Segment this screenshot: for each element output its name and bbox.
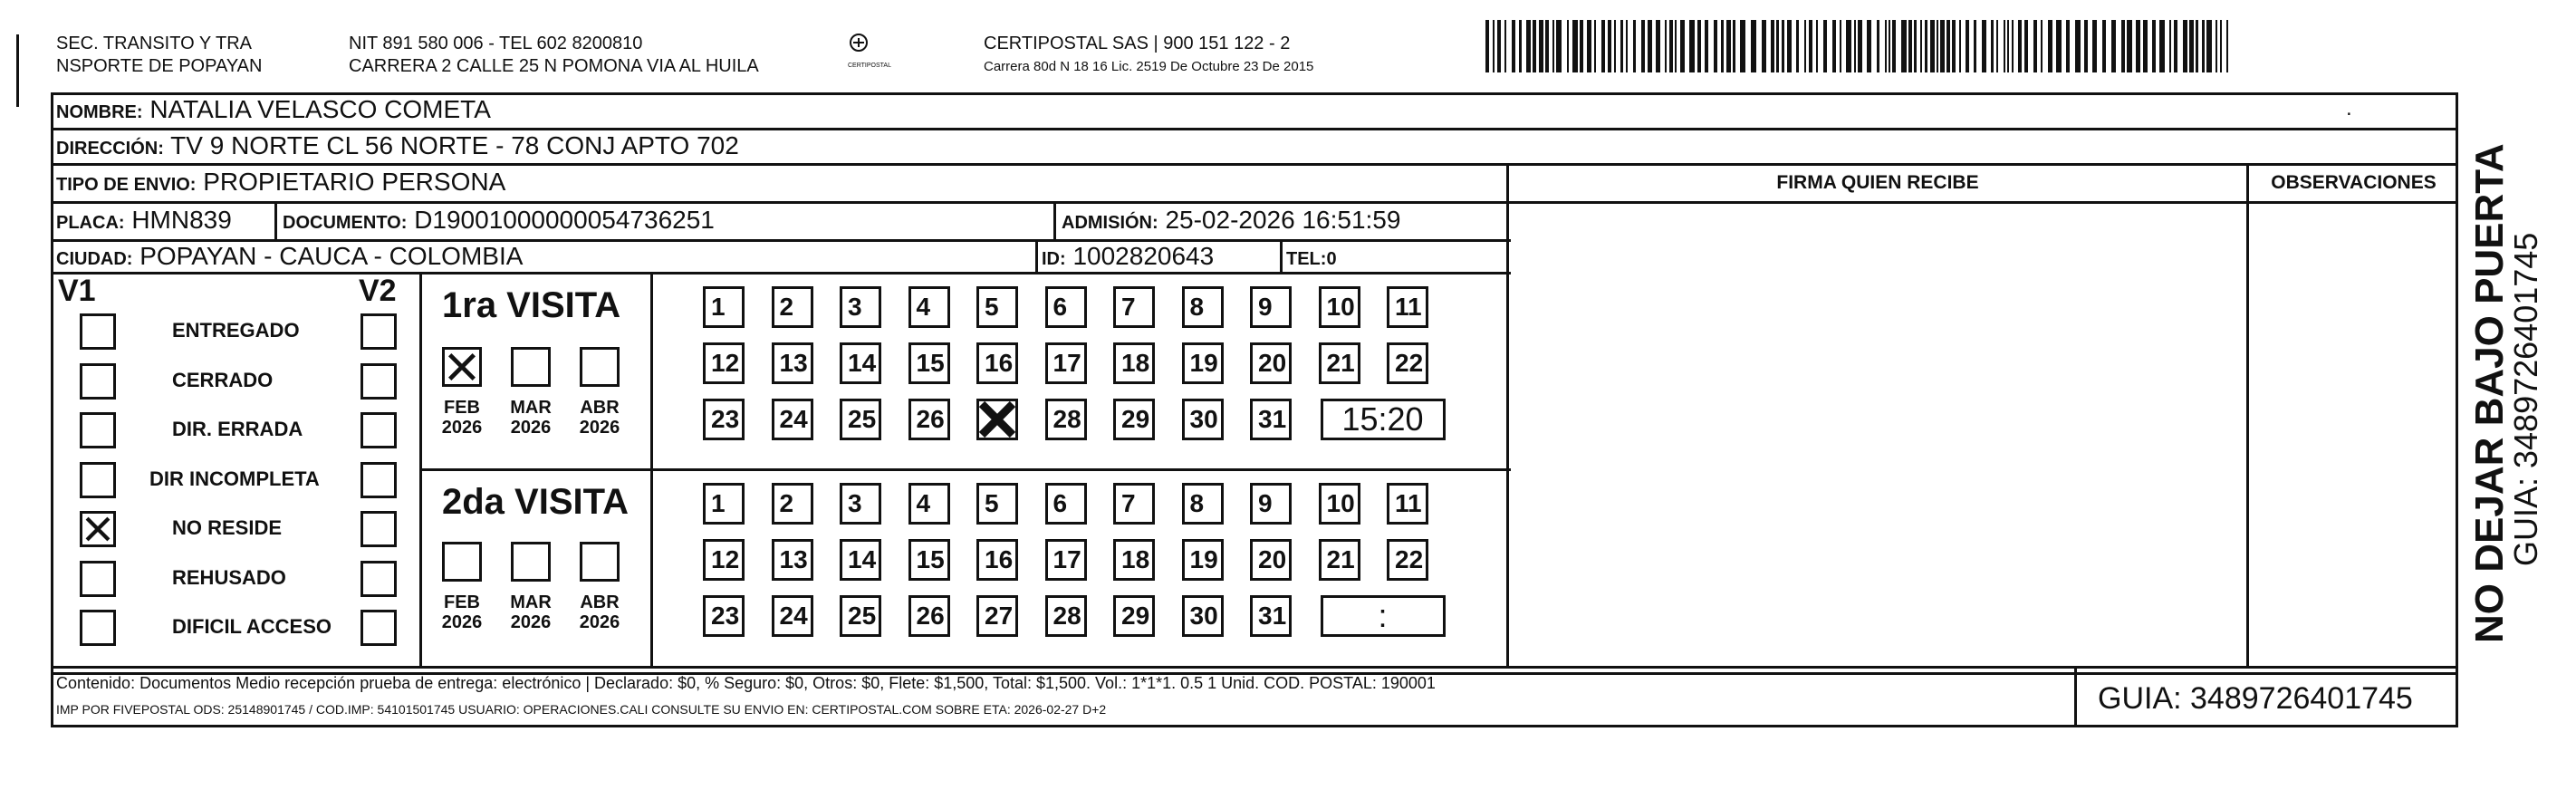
barcode-bar (1633, 20, 1636, 72)
admision-value: 25-02-2026 16:51:59 (1165, 206, 1401, 234)
visit2-title: 2da VISITA (442, 482, 629, 522)
barcode-bar (1796, 20, 1799, 72)
v2-label: V2 (359, 274, 397, 308)
barcode-bar (2206, 20, 2212, 72)
id-field (1042, 243, 1214, 273)
barcode-bar (1620, 20, 1623, 72)
barcode-bar (1823, 20, 1827, 72)
barcode-bar (2220, 20, 2222, 72)
barcode-bar (2143, 20, 2148, 72)
month-name: FEB (444, 592, 480, 612)
tipo-envio-field (56, 169, 505, 198)
footer-right-border (2456, 666, 2458, 727)
barcode-bar (1680, 20, 1685, 72)
barcode-bar (1901, 20, 1907, 72)
visit1-time-box[interactable]: 15:20 (1321, 399, 1446, 440)
visit2-day-box[interactable]: 3 (840, 483, 881, 525)
barcode-bar (2018, 20, 2022, 72)
status-v2-checkbox[interactable] (360, 561, 397, 597)
placa-field (56, 207, 232, 236)
col-divider (1035, 239, 1038, 272)
firma-column-header: FIRMA QUIEN RECIBE (1776, 172, 1979, 193)
month-name: FEB (444, 398, 480, 418)
status-label: ENTREGADO (172, 319, 300, 342)
visit2-day-box[interactable]: 17 (1045, 539, 1087, 581)
barcode-bar (2169, 20, 2171, 72)
id-label: ID: (1042, 249, 1066, 269)
month-year: 2026 (510, 612, 552, 632)
visit1-month-checkbox[interactable] (580, 347, 620, 387)
visit1-day-box[interactable]: 24 (772, 399, 813, 440)
barcode-bar (1816, 20, 1818, 72)
month-year: 2026 (441, 418, 483, 438)
barcode-bar (1959, 20, 1961, 72)
barcode-bar (1614, 20, 1616, 72)
status-v1-checkbox[interactable] (80, 462, 116, 498)
logo-text: CERTIPOSTAL (848, 63, 891, 69)
barcode-bar (1804, 20, 1806, 72)
visit1-day-box[interactable]: 14 (840, 342, 881, 384)
row-divider (51, 201, 1511, 204)
visit2-day-box[interactable]: 12 (703, 539, 745, 581)
barcode-bar (1526, 20, 1531, 72)
barcode-bar (1572, 20, 1578, 72)
barcode-bar (1545, 20, 1549, 72)
contenido-text: Contenido: Documentos Medio recepción prueba de entrega: electrónico | Declarado: $0, % Seguro: $0, Otros: $0, Flete: $1,500, Total: $1,500. Vol.: 1*1*1. 0.5 1 Unid. COD. POSTAL: 190001 (56, 674, 1436, 692)
tipo-envio-value: PROPIETARIO PERSONA (203, 168, 506, 196)
visit1-day-box[interactable]: 6 (1045, 286, 1087, 328)
barcode-bar (2136, 20, 2140, 72)
barcode-bar (2111, 20, 2116, 72)
status-v2-checkbox[interactable] (360, 313, 397, 350)
col-divider (1506, 163, 1509, 666)
visit1-day-box[interactable]: 12 (703, 342, 745, 384)
visit1-day-box[interactable]: 13 (772, 342, 813, 384)
barcode-bar (1809, 20, 1812, 72)
barcode-bar (1930, 20, 1935, 72)
barcode-bar (1601, 20, 1605, 72)
visit2-day-box[interactable]: 8 (1182, 483, 1224, 525)
month-year: 2026 (579, 612, 620, 632)
barcode-bar (1854, 20, 1856, 72)
documento-field (283, 207, 715, 236)
visit1-day-box[interactable]: 4 (908, 286, 950, 328)
barcode-bar (2189, 20, 2194, 72)
visit1-day-box[interactable]: 25 (840, 399, 881, 440)
visit2-time-box[interactable]: : (1321, 595, 1446, 637)
barcode-bar (2121, 20, 2125, 72)
status-v1-checkbox[interactable] (80, 561, 116, 597)
barcode-bar (2056, 20, 2062, 72)
status-label: NO RESIDE (172, 516, 283, 539)
v1-label: V1 (58, 274, 96, 308)
col-divider (650, 272, 653, 666)
barcode-bar (2033, 20, 2037, 72)
tel-field (1286, 243, 1337, 273)
nit-line: NIT 891 580 006 - TEL 602 8200810 (349, 34, 643, 53)
status-v1-checkbox[interactable] (80, 313, 116, 350)
visit2-day-box[interactable]: 16 (976, 539, 1018, 581)
barcode-bar (1937, 20, 1938, 72)
visit1-day-box[interactable]: 8 (1182, 286, 1224, 328)
barcode-bar (1512, 20, 1515, 72)
visit2-day-box[interactable]: 1 (703, 483, 745, 525)
imp-text: IMP POR FIVEPOSTAL ODS: 25148901745 / COD.IMP: 54101501745 USUARIO: OPERACIONES.CALI CONSULTE SU ENVIO EN: CERTIPOSTAL.COM SOBRE ETA: 2026-02-27 D+2 (56, 702, 1107, 717)
barcode-bar (1771, 20, 1774, 72)
barcode-bar (1751, 20, 1756, 72)
visit1-day-box[interactable]: 19 (1182, 342, 1224, 384)
barcode-bar (1982, 20, 1986, 72)
barcode-bar (2075, 20, 2081, 72)
visit2-day-box[interactable]: 4 (908, 483, 950, 525)
barcode-bar (1504, 20, 1506, 72)
visit2-month-label (572, 592, 627, 632)
visit2-day-box[interactable]: 2 (772, 483, 813, 525)
certipostal-logo-icon (831, 33, 886, 63)
barcode-bar (1885, 20, 1887, 72)
visit2-day-box[interactable]: 10 (1319, 483, 1360, 525)
barcode-bar (1665, 20, 1667, 72)
barcode-bar (1940, 20, 1945, 72)
barcode-bar (2084, 20, 2088, 72)
tel-value: 0 (1326, 249, 1337, 269)
barcode-bar (1714, 20, 1717, 72)
month-name: ABR (580, 398, 620, 418)
visit2-day-box[interactable]: 23 (703, 595, 745, 637)
visit2-day-box[interactable]: 29 (1113, 595, 1155, 637)
barcode-image (1485, 20, 2228, 72)
visit1-month-checkbox[interactable] (511, 347, 551, 387)
visit1-day-box[interactable]: 29 (1113, 399, 1155, 440)
barcode-bar (2007, 20, 2009, 72)
col-divider (274, 201, 277, 239)
barcode-bar (2092, 20, 2097, 72)
nombre-mark: . (2346, 96, 2352, 120)
visit1-day-box[interactable]: 21 (1319, 342, 1360, 384)
barcode-bar (1776, 20, 1779, 72)
status-v2-checkbox[interactable] (360, 511, 397, 547)
guia-vertical: GUIA: 3489726401745 (2507, 232, 2544, 566)
barcode-bar (1485, 20, 1489, 72)
col-divider (419, 272, 422, 666)
visit2-day-box[interactable]: 19 (1182, 539, 1224, 581)
visit2-day-box[interactable]: 31 (1250, 595, 1292, 637)
visit2-day-box[interactable]: 20 (1250, 539, 1292, 581)
nombre-label: NOMBRE: (56, 102, 143, 122)
visit2-month-checkbox[interactable] (442, 542, 482, 582)
visit1-month-label (504, 398, 558, 438)
barcode-bar (1846, 20, 1851, 72)
status-v1-checkbox[interactable] (80, 610, 116, 646)
barcode-bar (2202, 20, 2205, 72)
barcode-bar (1966, 20, 1969, 72)
carrier-line: CERTIPOSTAL SAS | 900 151 122 - 2 (984, 34, 1291, 53)
barcode-bar (1914, 20, 1917, 72)
barcode-bar (1608, 20, 1611, 72)
barcode-bar (1889, 20, 1890, 72)
barcode-bar (2196, 20, 2198, 72)
ciudad-value: POPAYAN - CAUCA - COLOMBIA (139, 242, 524, 270)
id-value: 1002820643 (1072, 242, 1215, 270)
barcode-bar (2066, 20, 2070, 72)
day-mark-icon (976, 399, 1018, 440)
barcode-bar (1594, 20, 1596, 72)
barcode-bar (1782, 20, 1784, 72)
month-name: ABR (580, 592, 620, 612)
no-dejar-bajo-puerta: NO DEJAR BAJO PUERTA (2467, 143, 2512, 643)
visit1-month-label (435, 398, 489, 438)
visit1-day-box[interactable]: 22 (1387, 342, 1428, 384)
status-v1-checkbox[interactable] (80, 412, 116, 448)
visit1-day-box[interactable]: 20 (1250, 342, 1292, 384)
tel-label: TEL: (1286, 249, 1327, 269)
visit2-day-box[interactable]: 14 (840, 539, 881, 581)
barcode-bar (2041, 20, 2043, 72)
address-line: CARRERA 2 CALLE 25 N POMONA VIA AL HUILA (349, 56, 759, 76)
visit2-month-checkbox[interactable] (580, 542, 620, 582)
visit2-day-box[interactable]: 28 (1045, 595, 1087, 637)
barcode-bar (2183, 20, 2187, 72)
month-name: MAR (510, 398, 552, 418)
visit2-day-box[interactable]: 26 (908, 595, 950, 637)
row-divider (419, 468, 1511, 471)
barcode-bar (1840, 20, 1841, 72)
barcode-bar (1726, 20, 1731, 72)
barcode-bar (1832, 20, 1836, 72)
barcode-bar (1740, 20, 1745, 72)
barcode-bar (1721, 20, 1724, 72)
visit1-day-box[interactable] (976, 399, 1018, 440)
visit1-month-checkbox[interactable] (442, 347, 482, 387)
documento-label: DOCUMENTO: (283, 213, 408, 233)
visit1-day-box[interactable]: 23 (703, 399, 745, 440)
visit2-month-label (504, 592, 558, 632)
barcode-bar (1675, 20, 1677, 72)
barcode-bar (1974, 20, 1976, 72)
barcode-bar (1877, 20, 1879, 72)
barcode-bar (2174, 20, 2177, 72)
visit1-day-box[interactable]: 28 (1045, 399, 1087, 440)
placa-label: PLACA: (56, 213, 125, 233)
direccion-label: DIRECCIÓN: (56, 139, 164, 159)
status-v1-checkbox[interactable] (80, 511, 116, 547)
nombre-value: NATALIA VELASCO COMETA (149, 95, 491, 123)
status-v2-checkbox[interactable] (360, 363, 397, 400)
visit1-day-box[interactable]: 26 (908, 399, 950, 440)
barcode-bar (2012, 20, 2014, 72)
barcode-bar (1626, 20, 1628, 72)
visit1-day-box[interactable]: 3 (840, 286, 881, 328)
row-divider (51, 666, 2458, 669)
barcode-bar (2159, 20, 2165, 72)
month-name: MAR (510, 592, 552, 612)
barcode-bar (1493, 20, 1495, 72)
col-divider (1280, 239, 1283, 272)
visit1-day-box[interactable]: 18 (1113, 342, 1155, 384)
visit1-day-box[interactable]: 15 (908, 342, 950, 384)
row-divider (1506, 201, 2458, 204)
barcode-bar (1733, 20, 1735, 72)
barcode-bar (1497, 20, 1501, 72)
visit2-day-box[interactable]: 25 (840, 595, 881, 637)
status-v2-checkbox[interactable] (360, 610, 397, 646)
col-divider (2246, 163, 2249, 666)
visit2-day-box[interactable]: 21 (1319, 539, 1360, 581)
status-label: DIR. ERRADA (172, 418, 303, 440)
visit1-day-box[interactable]: 9 (1250, 286, 1292, 328)
status-v2-checkbox[interactable] (360, 412, 397, 448)
visit2-day-box[interactable]: 5 (976, 483, 1018, 525)
margin-mark (16, 34, 19, 107)
barcode-bar (1697, 20, 1701, 72)
barcode-bar (2004, 20, 2005, 72)
barcode-bar (2048, 20, 2052, 72)
footer-left-border (51, 666, 53, 727)
barcode-bar (1867, 20, 1871, 72)
barcode-bar (1787, 20, 1792, 72)
status-label: CERRADO (172, 368, 274, 391)
documento-value: D19001000000054736251 (414, 206, 715, 234)
visit2-day-box[interactable]: 6 (1045, 483, 1087, 525)
barcode-bar (2102, 20, 2106, 72)
barcode-bar (1705, 20, 1708, 72)
barcode-bar (2226, 20, 2228, 72)
admision-label: ADMISIÓN: (1062, 213, 1158, 233)
barcode-bar (2216, 20, 2217, 72)
barcode-bar (1580, 20, 1583, 72)
barcode-bar (1952, 20, 1956, 72)
status-v1-checkbox[interactable] (80, 363, 116, 400)
visit1-day-box[interactable]: 11 (1387, 286, 1428, 328)
barcode-bar (1920, 20, 1922, 72)
barcode-bar (2024, 20, 2028, 72)
barcode-bar (1858, 20, 1862, 72)
visit2-day-box[interactable]: 24 (772, 595, 813, 637)
visit2-day-box[interactable]: 18 (1113, 539, 1155, 581)
visit1-day-box[interactable]: 31 (1250, 399, 1292, 440)
status-label: DIFICIL ACCESO (172, 615, 332, 638)
visit1-day-box[interactable]: 7 (1113, 286, 1155, 328)
visit1-day-box[interactable]: 30 (1182, 399, 1224, 440)
placa-value: HMN839 (131, 206, 232, 234)
visit2-day-box[interactable]: 15 (908, 539, 950, 581)
barcode-bar (1689, 20, 1695, 72)
barcode-bar (1641, 20, 1645, 72)
month-year: 2026 (579, 418, 620, 438)
barcode-bar (1925, 20, 1927, 72)
visit2-day-box[interactable]: 22 (1387, 539, 1428, 581)
footer-bottom-border (51, 725, 2458, 727)
status-label: DIR INCOMPLETA (149, 467, 320, 490)
visit1-day-box[interactable]: 17 (1045, 342, 1087, 384)
tipo-envio-label: TIPO DE ENVIO: (56, 175, 197, 195)
barcode-bar (1991, 20, 1994, 72)
barcode-bar (1669, 20, 1673, 72)
barcode-bar (1539, 20, 1543, 72)
col-divider (1053, 201, 1056, 239)
visit2-day-box[interactable]: 27 (976, 595, 1018, 637)
month-year: 2026 (510, 418, 552, 438)
direccion-value: TV 9 NORTE CL 56 NORTE - 78 CONJ APTO 702 (170, 131, 739, 159)
barcode-bar (1533, 20, 1536, 72)
ciudad-field (56, 243, 523, 273)
visit1-month-label (572, 398, 627, 438)
barcode-bar (1892, 20, 1896, 72)
barcode-bar (1519, 20, 1522, 72)
office-line-1: SEC. TRANSITO Y TRA (56, 34, 252, 53)
status-label: REHUSADO (172, 565, 286, 589)
barcode-bar (1556, 20, 1562, 72)
visit1-day-box[interactable]: 2 (772, 286, 813, 328)
visit1-day-box[interactable]: 10 (1319, 286, 1360, 328)
col-divider (2074, 666, 2077, 727)
barcode-bar (1762, 20, 1766, 72)
visit2-day-box[interactable]: 7 (1113, 483, 1155, 525)
barcode-bar (1996, 20, 1998, 72)
visit2-day-box[interactable]: 30 (1182, 595, 1224, 637)
barcode-bar (1552, 20, 1554, 72)
office-line-2: NSPORTE DE POPAYAN (56, 56, 263, 76)
visit2-day-box[interactable]: 13 (772, 539, 813, 581)
barcode-bar (2152, 20, 2156, 72)
nombre-field (56, 96, 491, 126)
visit2-day-box[interactable]: 11 (1387, 483, 1428, 525)
visit2-day-box[interactable]: 9 (1250, 483, 1292, 525)
direccion-field (56, 132, 739, 162)
month-year: 2026 (441, 612, 483, 632)
visit1-day-box[interactable]: 5 (976, 286, 1018, 328)
visit1-title: 1ra VISITA (442, 285, 621, 325)
barcode-bar (1908, 20, 1912, 72)
barcode-bar (1946, 20, 1950, 72)
visit2-month-checkbox[interactable] (511, 542, 551, 582)
row-divider (51, 128, 2458, 130)
guia-footer: GUIA: 3489726401745 (2098, 681, 2413, 716)
status-v2-checkbox[interactable] (360, 462, 397, 498)
visit1-day-box[interactable]: 1 (703, 286, 745, 328)
observaciones-column-header: OBSERVACIONES (2271, 172, 2437, 193)
admision-field (1062, 207, 1400, 236)
barcode-bar (1587, 20, 1591, 72)
ciudad-label: CIUDAD: (56, 249, 133, 269)
visit2-month-label (435, 592, 489, 632)
carrier-address: Carrera 80d N 18 16 Lic. 2519 De Octubre 23 De 2015 (984, 59, 1314, 74)
barcode-bar (1567, 20, 1569, 72)
barcode-bar (2127, 20, 2132, 72)
barcode-bar (1656, 20, 1660, 72)
visit1-day-box[interactable]: 16 (976, 342, 1018, 384)
barcode-bar (1648, 20, 1652, 72)
row-divider (51, 163, 2458, 166)
